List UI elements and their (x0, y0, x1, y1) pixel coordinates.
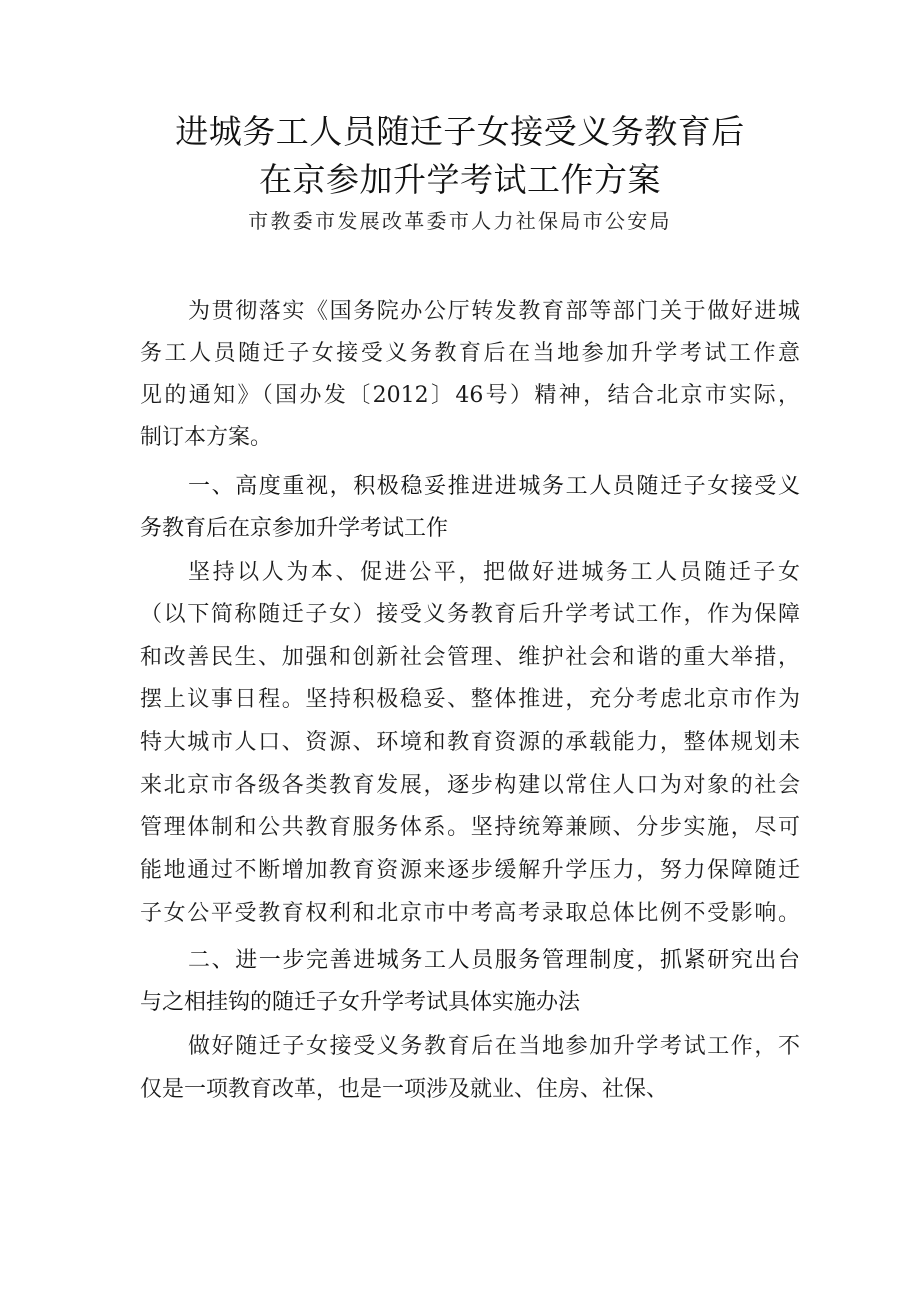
section-heading-1-line: 一、高度重视，积极稳妥推进进城务工人员随迁子女接受义 (188, 474, 800, 499)
section-heading-1-line: 务教育后在京参加升学考试工作 (140, 516, 449, 541)
paragraph-3-line: 做好随迁子女接受义务教育后在当地参加升学考试工作，不 (188, 1034, 800, 1059)
paragraph-2-line: 特大城市人口、资源、环境和教育资源的承载能力，整体规划未 (140, 730, 800, 755)
paragraph-2-line: 坚持以人为本、促进公平，把做好进城务工人员随迁子女 (188, 560, 800, 585)
document-title-line-1: 进城务工人员随迁子女接受义务教育后 (175, 112, 745, 151)
paragraph-2-line: 摆上议事日程。坚持积极稳妥、整体推进，充分考虑北京市作为 (140, 687, 800, 712)
paragraph-2-line: 管理体制和公共教育服务体系。坚持统筹兼顾、分步实施，尽可 (140, 815, 800, 840)
section-heading-2-line: 二、进一步完善进城务工人员服务管理制度，抓紧研究出台 (188, 948, 800, 973)
issuing-agencies: 市教委市发展改革委市人力社保局市公安局 (248, 209, 672, 233)
paragraph-2-line: （以下简称随迁子女）接受义务教育后升学考试工作，作为保障 (140, 602, 800, 627)
paragraph-1-line: 为贯彻落实《国务院办公厅转发教育部等部门关于做好进城 (188, 299, 800, 324)
paragraph-2-line: 和改善民生、加强和创新社会管理、维护社会和谐的重大举措， (140, 645, 800, 670)
paragraph-1-line: 务工人员随迁子女接受义务教育后在当地参加升学考试工作意 (140, 341, 800, 366)
paragraph-2-line: 子女公平受教育权利和北京市中考高考录取总体比例不受影响。 (140, 901, 800, 926)
paragraph-1-line: 制订本方案。 (140, 425, 273, 450)
document-title-line-2: 在京参加升学考试工作方案 (259, 160, 661, 199)
paragraph-3-line: 仅是一项教育改革，也是一项涉及就业、住房、社保、 (140, 1077, 669, 1102)
paragraph-2-line: 能地通过不断增加教育资源来逐步缓解升学压力，努力保障随迁 (140, 858, 800, 883)
paragraph-2-line: 来北京市各级各类教育发展，逐步构建以常住人口为对象的社会 (140, 773, 800, 798)
paragraph-1-line: 见的通知》（国办发〔2012〕46号）精神，结合北京市实际， (140, 383, 800, 408)
section-heading-2-line: 与之相挂钩的随迁子女升学考试具体实施办法 (140, 990, 581, 1015)
